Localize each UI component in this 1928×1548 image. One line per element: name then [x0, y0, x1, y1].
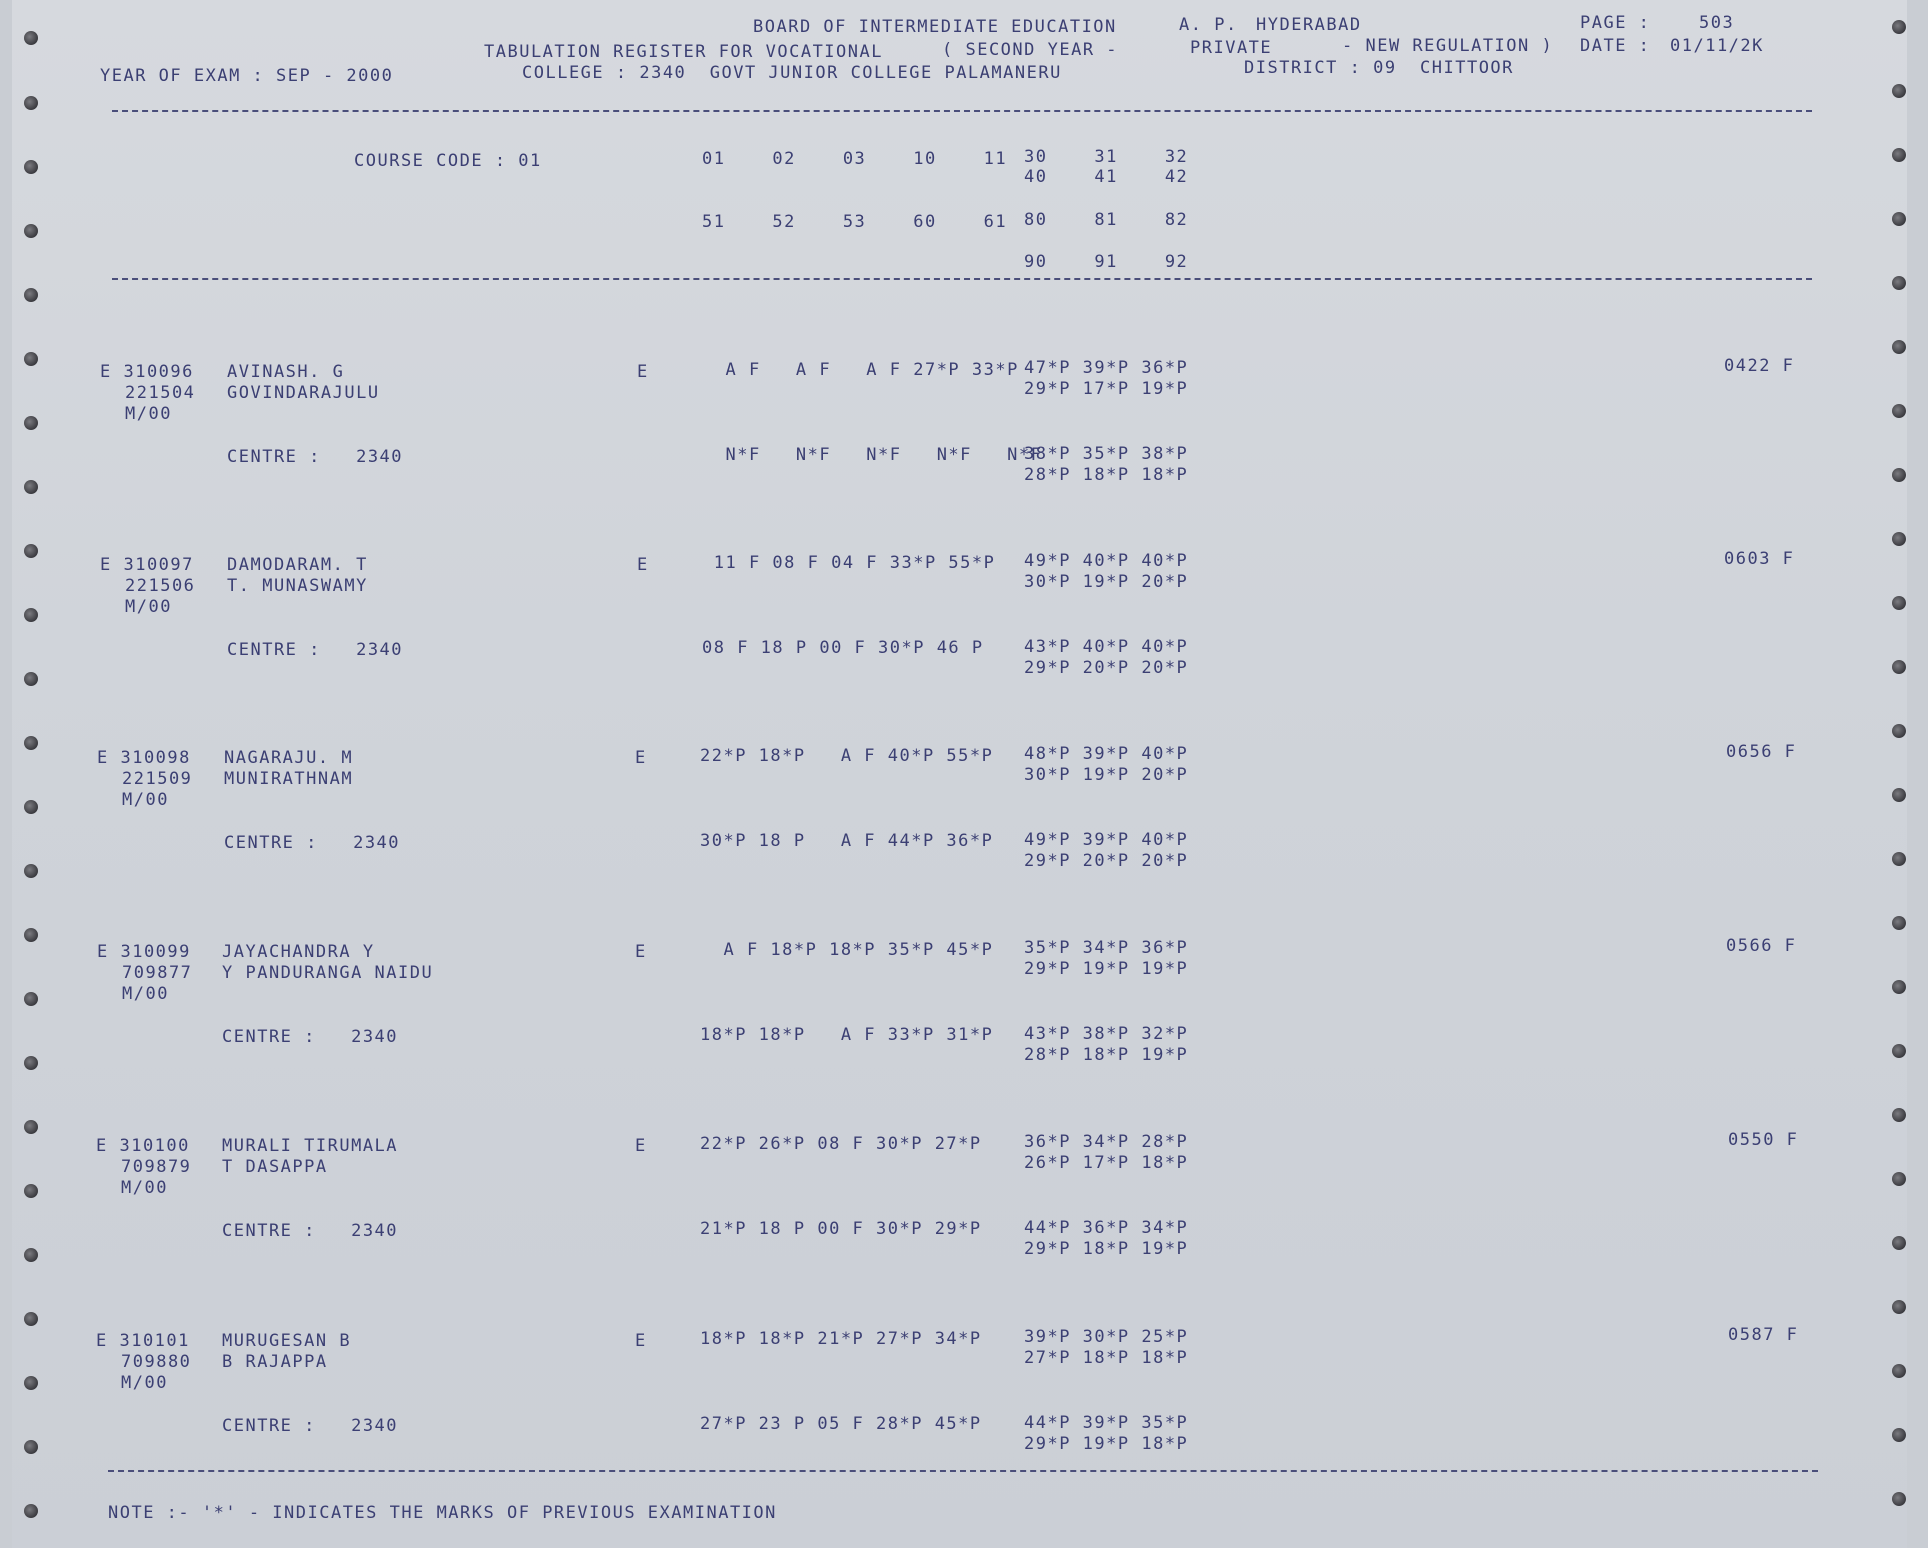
marks-line2: 21*P 18 P 00 F 30*P 29*P [700, 1219, 982, 1239]
total-result: 0656 F [1726, 742, 1797, 762]
city: HYDERABAD [1256, 15, 1362, 35]
gender-code: M/00 [125, 404, 172, 424]
centre: CENTRE : 2340 [222, 1221, 399, 1241]
reg-number: E 310101 [96, 1331, 190, 1351]
reg-number: E 310100 [96, 1136, 190, 1156]
marks-line2: 18*P 18*P A F 33*P 31*P [700, 1025, 994, 1045]
feed-holes-left [24, 0, 48, 1548]
student-name: NAGARAJU. M [224, 748, 354, 768]
college: COLLEGE : 2340 GOVT JUNIOR COLLEGE PALAMANERU [522, 63, 1062, 83]
marks-line2-group2: 28*P 18*P 19*P [1024, 1045, 1189, 1065]
subject-codes-row1: 01 02 03 10 11 [702, 149, 1008, 169]
marks-line2-group2: 29*P 18*P 19*P [1024, 1239, 1189, 1259]
marks-line1: 22*P 26*P 08 F 30*P 27*P [700, 1134, 982, 1154]
marks-line2: 08 F 18 P 00 F 30*P 46 P [702, 638, 984, 658]
marks-line2: 30*P 18 P A F 44*P 36*P [700, 831, 994, 851]
marks-line1-group: 49*P 40*P 40*P [1024, 551, 1189, 571]
student-name: AVINASH. G [227, 362, 345, 382]
marks-line1-group2: 29*P 17*P 19*P [1024, 379, 1189, 399]
student-record [12, 1325, 1928, 1521]
subject-codes-row2: 51 52 53 60 61 [702, 212, 1008, 232]
hall-ticket: 709880 [121, 1352, 192, 1372]
marks-line1-group: 48*P 39*P 40*P [1024, 744, 1189, 764]
hall-ticket: 221506 [125, 576, 196, 596]
marks-line1: 11 F 08 F 04 F 33*P 55*P [702, 553, 996, 573]
district: DISTRICT : 09 CHITTOOR [1244, 58, 1514, 78]
student-record [12, 742, 1928, 938]
parent-name: B RAJAPPA [222, 1352, 328, 1372]
reg-number: E 310099 [97, 942, 191, 962]
marks-line1-group2: 27*P 18*P 18*P [1024, 1348, 1189, 1368]
exam-year: YEAR OF EXAM : SEP - 2000 [100, 66, 394, 86]
board-title: BOARD OF INTERMEDIATE EDUCATION [753, 17, 1117, 37]
student-name: DAMODARAM. T [227, 555, 368, 575]
reg-number: E 310098 [97, 748, 191, 768]
reg-number: E 310096 [100, 362, 194, 382]
medium: E [635, 1331, 647, 1351]
centre: CENTRE : 2340 [222, 1027, 399, 1047]
student-record [12, 549, 1928, 745]
marks-line2-group: 38*P 35*P 38*P [1024, 444, 1189, 464]
marks-line2-group2: 29*P 20*P 20*P [1024, 658, 1189, 678]
marks-line1-group2: 29*P 19*P 19*P [1024, 959, 1189, 979]
marks-line1-group: 35*P 34*P 36*P [1024, 938, 1189, 958]
marks-line1-group2: 30*P 19*P 20*P [1024, 765, 1189, 785]
total-result: 0603 F [1724, 549, 1795, 569]
page-number: 503 [1699, 13, 1735, 33]
divider-top [112, 110, 1812, 112]
gender-code: M/00 [122, 790, 169, 810]
parent-name: T DASAPPA [222, 1157, 328, 1177]
subject-codes-row1b: 30 31 32 [1024, 147, 1189, 167]
marks-line2-group: 44*P 39*P 35*P [1024, 1413, 1189, 1433]
marks-line1-group: 36*P 34*P 28*P [1024, 1132, 1189, 1152]
divider-bottom [108, 1470, 1818, 1472]
regulation: - NEW REGULATION ) [1342, 36, 1554, 56]
student-name: MURALI TIRUMALA [222, 1136, 399, 1156]
subject-codes-row1c: 40 41 42 [1024, 167, 1189, 187]
total-result: 0422 F [1724, 356, 1795, 376]
student-name: MURUGESAN B [222, 1331, 352, 1351]
centre: CENTRE : 2340 [224, 833, 401, 853]
divider-header-bottom [112, 278, 1812, 280]
hall-ticket: 221509 [122, 769, 193, 789]
medium: E [635, 942, 647, 962]
marks-line1: 22*P 18*P A F 40*P 55*P [700, 746, 994, 766]
total-result: 0566 F [1726, 936, 1797, 956]
marks-line1: 18*P 18*P 21*P 27*P 34*P [700, 1329, 982, 1349]
year-type: ( SECOND YEAR - [942, 40, 1119, 60]
gender-code: M/00 [121, 1373, 168, 1393]
marks-line2-group2: 28*P 18*P 18*P [1024, 465, 1189, 485]
gender-code: M/00 [122, 984, 169, 1004]
medium: E [635, 1136, 647, 1156]
footnote: NOTE :- '*' - INDICATES THE MARKS OF PREVIOUS EXAMINATION [108, 1503, 777, 1523]
marks-line1-group: 47*P 39*P 36*P [1024, 358, 1189, 378]
marks-line2: N*F N*F N*F N*F N*F [702, 445, 1043, 465]
medium: E [637, 362, 649, 382]
page-label: PAGE : [1580, 13, 1651, 33]
parent-name: MUNIRATHNAM [224, 769, 354, 789]
student-name: JAYACHANDRA Y [222, 942, 375, 962]
centre: CENTRE : 2340 [227, 640, 404, 660]
register-sheet [12, 0, 1907, 1548]
gender-code: M/00 [125, 597, 172, 617]
subject-codes-row3: 90 91 92 [1024, 252, 1189, 272]
state: A. P. [1179, 15, 1238, 35]
marks-line2-group: 49*P 39*P 40*P [1024, 830, 1189, 850]
marks-line2-group2: 29*P 20*P 20*P [1024, 851, 1189, 871]
student-record [12, 1130, 1928, 1326]
reg-number: E 310097 [100, 555, 194, 575]
course-code: COURSE CODE : 01 [354, 151, 542, 171]
total-result: 0587 F [1728, 1325, 1799, 1345]
marks-line1: A F A F A F 27*P 33*P [702, 360, 1019, 380]
parent-name: Y PANDURANGA NAIDU [222, 963, 434, 983]
marks-line1-group2: 26*P 17*P 18*P [1024, 1153, 1189, 1173]
marks-line1-group: 39*P 30*P 25*P [1024, 1327, 1189, 1347]
hall-ticket: 709877 [122, 963, 193, 983]
centre: CENTRE : 2340 [222, 1416, 399, 1436]
marks-line1-group2: 30*P 19*P 20*P [1024, 572, 1189, 592]
gender-code: M/00 [121, 1178, 168, 1198]
marks-line2-group2: 29*P 19*P 18*P [1024, 1434, 1189, 1454]
marks-line2-group: 43*P 40*P 40*P [1024, 637, 1189, 657]
total-result: 0550 F [1728, 1130, 1799, 1150]
parent-name: T. MUNASWAMY [227, 576, 368, 596]
subject-codes-row2b: 80 81 82 [1024, 210, 1189, 230]
date-label: DATE : [1580, 36, 1651, 56]
marks-line2-group: 43*P 38*P 32*P [1024, 1024, 1189, 1044]
centre: CENTRE : 2340 [227, 447, 404, 467]
student-record [12, 356, 1928, 552]
print-date: 01/11/2K [1670, 36, 1764, 56]
marks-line2-group: 44*P 36*P 34*P [1024, 1218, 1189, 1238]
student-record [12, 936, 1928, 1132]
medium: E [635, 748, 647, 768]
category: PRIVATE [1190, 38, 1273, 58]
hall-ticket: 709879 [121, 1157, 192, 1177]
marks-line1: A F 18*P 18*P 35*P 45*P [700, 940, 994, 960]
hall-ticket: 221504 [125, 383, 196, 403]
marks-line2: 27*P 23 P 05 F 28*P 45*P [700, 1414, 982, 1434]
parent-name: GOVINDARAJULU [227, 383, 380, 403]
feed-holes-right [1892, 0, 1916, 1548]
register-title: TABULATION REGISTER FOR VOCATIONAL [484, 42, 883, 62]
medium: E [637, 555, 649, 575]
